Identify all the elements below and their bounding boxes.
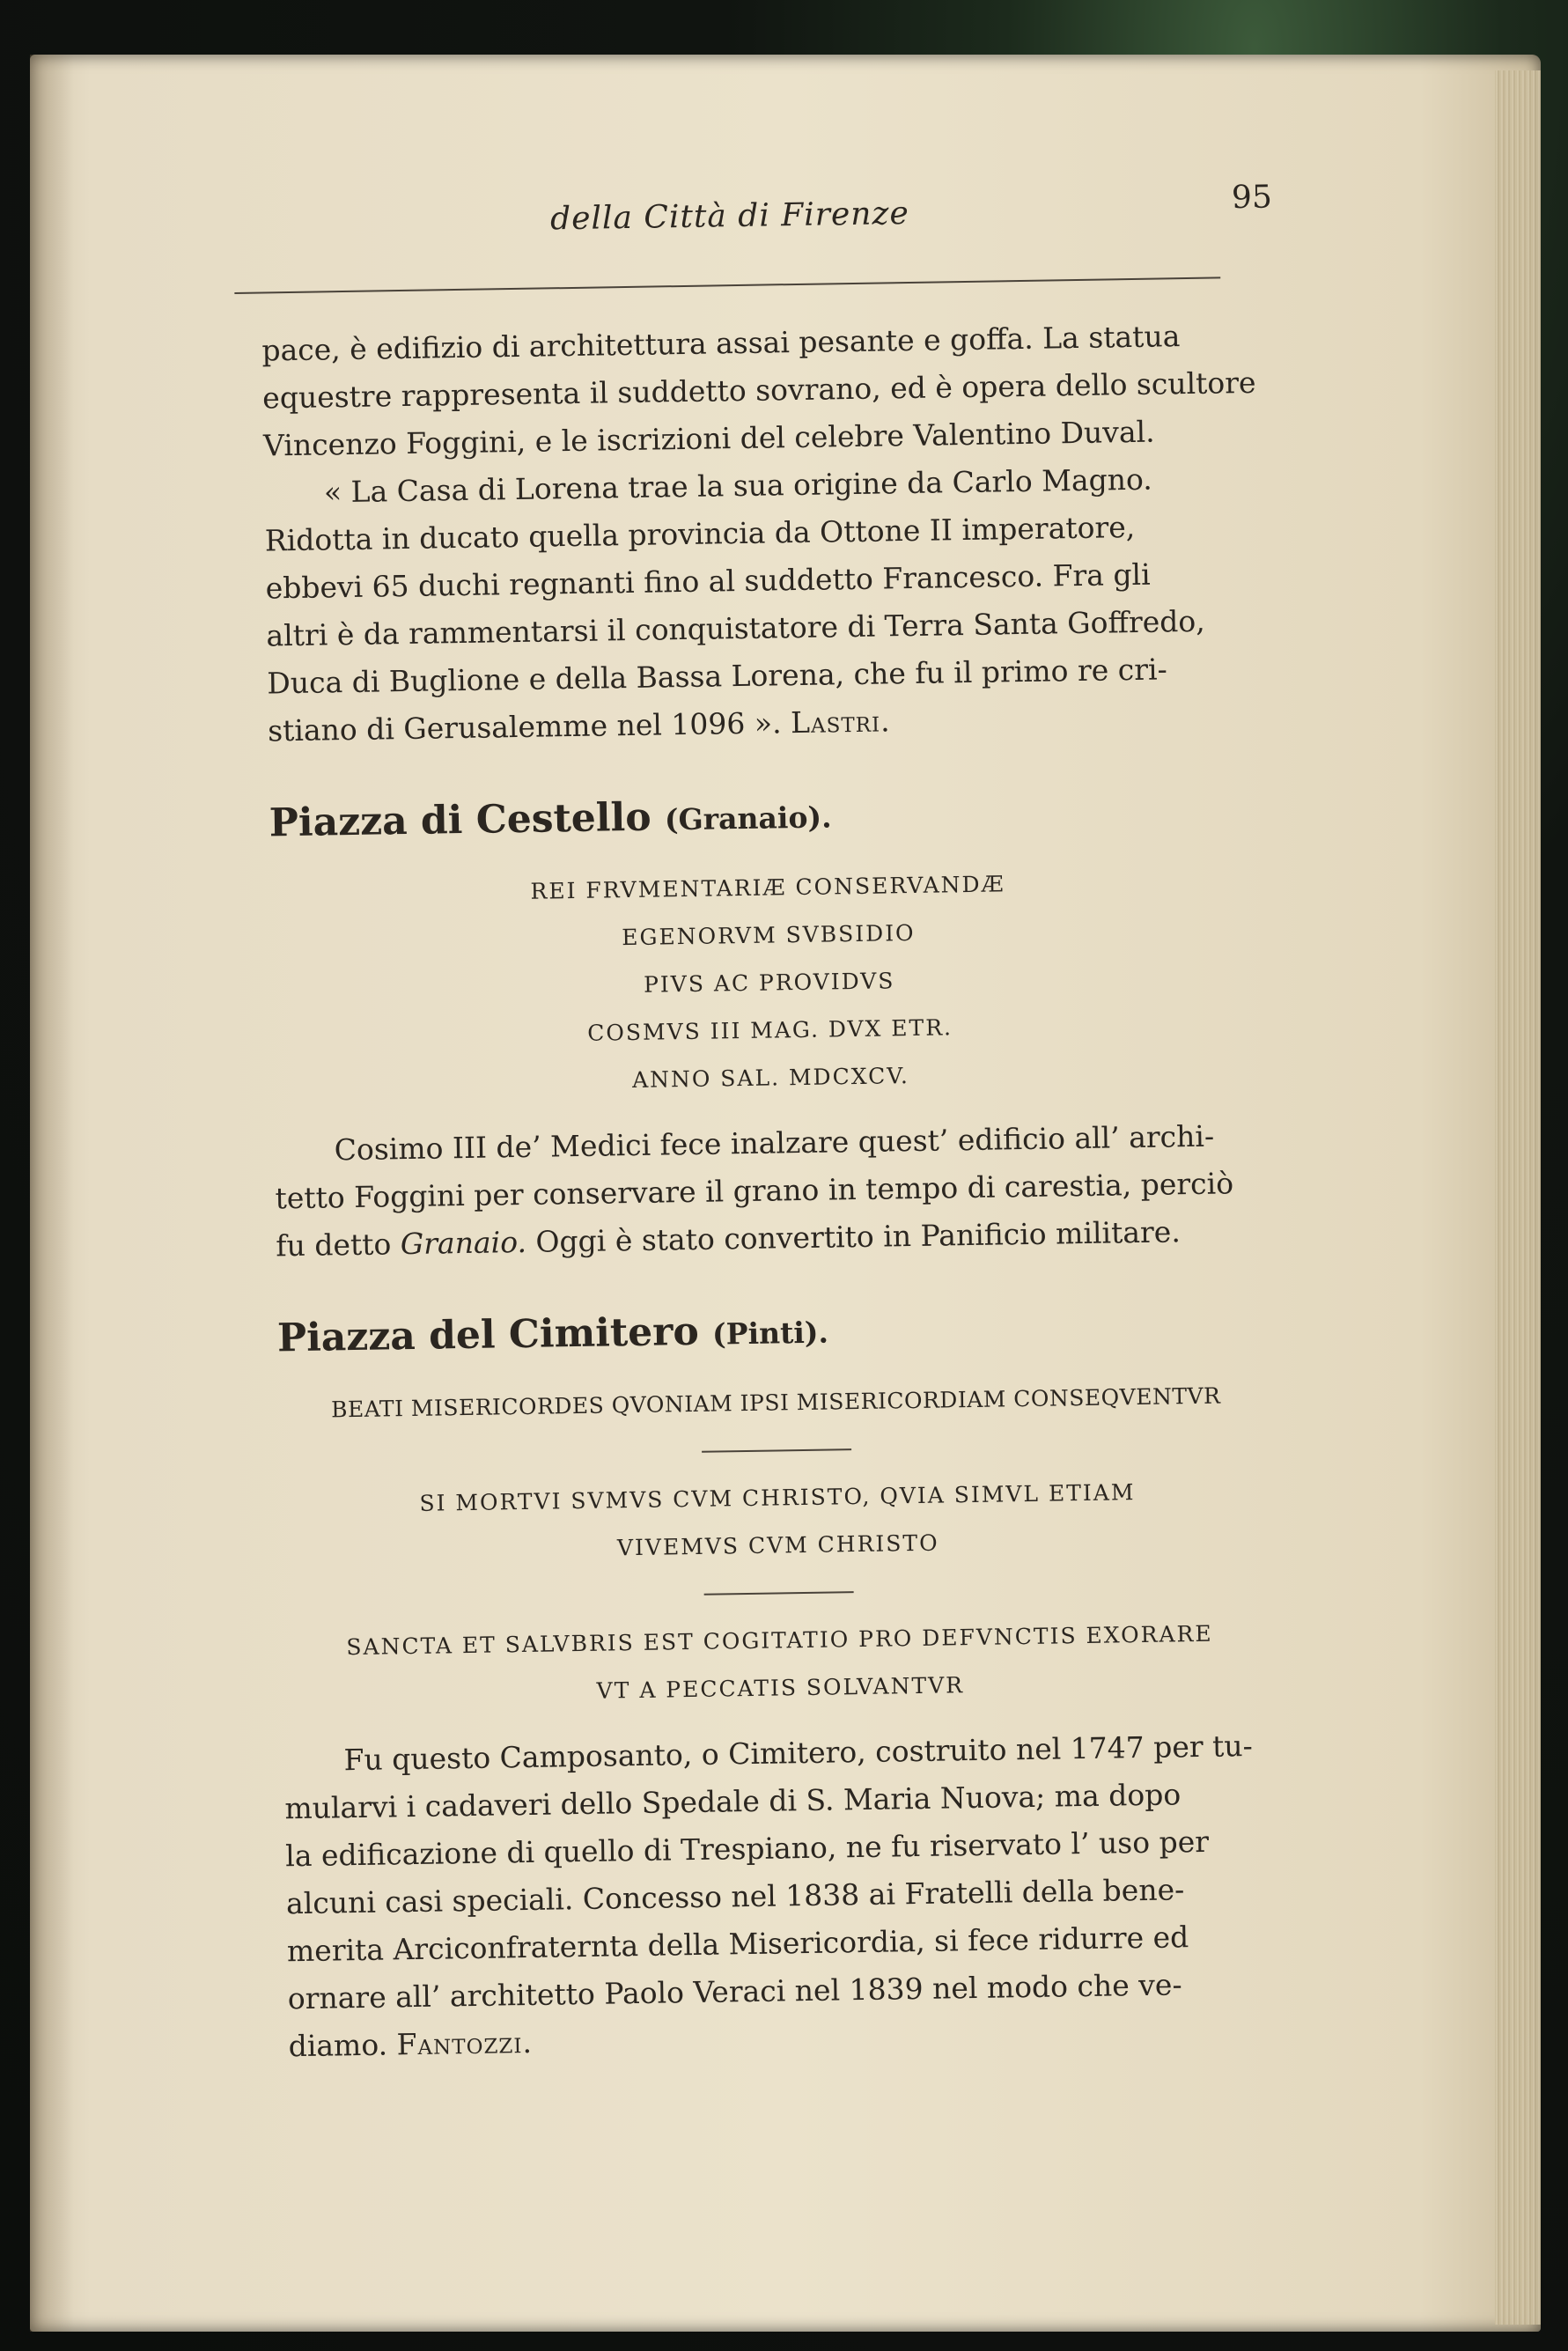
text-line: Oggi è stato convertito in Panificio militare. [535,1214,1182,1259]
section-subtitle: (Pinti). [711,1315,829,1352]
text-line: mularvi i cadaveri dello Spedale di S. Maria Nuova; ma dopo [284,1777,1182,1826]
inscription-line: SANCTA ET SALVBRIS EST COGITATIO PRO DEFVNCTIS EXORARE [346,1620,1213,1661]
inscription-line: REI FRVMENTARIÆ CONSERVANDÆ [530,871,1005,904]
inscription-line: ANNO SAL. MDCXCV. [631,1063,910,1093]
inscription-line: VIVEMVS CVM CHRISTO [616,1529,939,1561]
gutter-shadow [30,55,74,2332]
inscription-line: COSMVS III MAG. DVX ETR. [587,1014,953,1046]
section-heading-cestello [269,780,1264,855]
paragraph-granaio [274,1112,1270,1271]
section-title: Piazza del Cimitero [276,1308,700,1361]
text-line: diamo. [288,2027,388,2064]
section-heading-cimitero [277,1295,1273,1370]
text-line: tetto Foggini per conservare il grano in tempo di carestia, perciò [275,1166,1234,1216]
text-line: equestre rappresenta il suddetto sovrano, ed è opera dello scultore [261,365,1256,416]
section-title: Piazza di Cestello [269,794,651,846]
paragraph-camposanto [283,1722,1284,2071]
text-line: Duca di Buglione e della Bassa Lorena, che fu il primo re cri- [267,652,1167,701]
inscription-divider [704,1591,854,1596]
author-citation: Fantozzi. [396,2024,534,2062]
text-line: ebbevi 65 duchi regnanti fino al suddetto Francesco. Fra gli [265,556,1151,606]
text-block [232,144,1273,2064]
inscription-line: VT A PECCATIS SOLVANTVR [596,1672,965,1704]
inscription-divider [702,1448,851,1453]
text-line: Fu questo Camposanto, o Cimitero, costruito nel 1747 per tu- [343,1728,1254,1778]
book-page [30,55,1541,2332]
paragraph-statue [261,312,1258,470]
header-rule [234,276,1220,294]
page-edges [1495,70,1541,2325]
text-line: pace, è edifizio di architettura assai pesante e goffa. La statua [261,319,1181,368]
text-line: altri è da rammentarsi il conquistatore di Terra Santa Goffredo, [266,603,1206,653]
text-line: merita Arciconfraternta della Misericordia, si fece ridurre ed [286,1920,1189,1969]
inscription-line: PIVS AC PROVIDVS [643,968,895,998]
page-number: 95 [1231,179,1273,217]
author-citation: Lastri. [790,704,891,741]
text-line: ornare all’ architetto Paolo Veraci nel 1839 nel modo che ve- [287,1967,1182,2016]
text-line: stiano di Gerusalemme nel 1096 ». [267,705,782,748]
text-line: « La Casa di Lorena trae la sua origine da Carlo Magno. [323,461,1153,510]
inscription-line: BEATI MISERICORDES QVONIAM IPSI MISERICORDIAM CONSEQVENTVR [330,1382,1221,1423]
text-line: la edificazione di quello di Trespiano, ne fu riservato l’ uso per [284,1824,1210,1874]
text-line: Vincenzo Foggini, e le iscrizioni del celebre Valentino Duval. [262,414,1155,463]
text-line: Ridotta in ducato quella provincia da Ottone II imperatore, [264,509,1136,558]
section-subtitle: (Granaio). [664,800,832,837]
text-line: alcuni casi speciali. Concesso nel 1838 ai Fratelli della bene- [285,1872,1185,1921]
running-title: della Città di Firenze [549,195,910,238]
inscription-line: SI MORTVI SVMVS CVM CHRISTO, QVIA SIMVL ETIAM [419,1479,1136,1516]
italic-term: Granaio. [400,1224,527,1262]
body-text [261,312,1284,2071]
paragraph-lorena [264,454,1263,755]
inscription-line: EGENORVM SVBSIDIO [622,919,916,951]
running-head [232,144,1272,240]
text-line: fu detto [276,1227,392,1264]
text-line: Cosimo III de’ Medici fece inalzare quest’ edificio all’ archi- [334,1118,1215,1168]
